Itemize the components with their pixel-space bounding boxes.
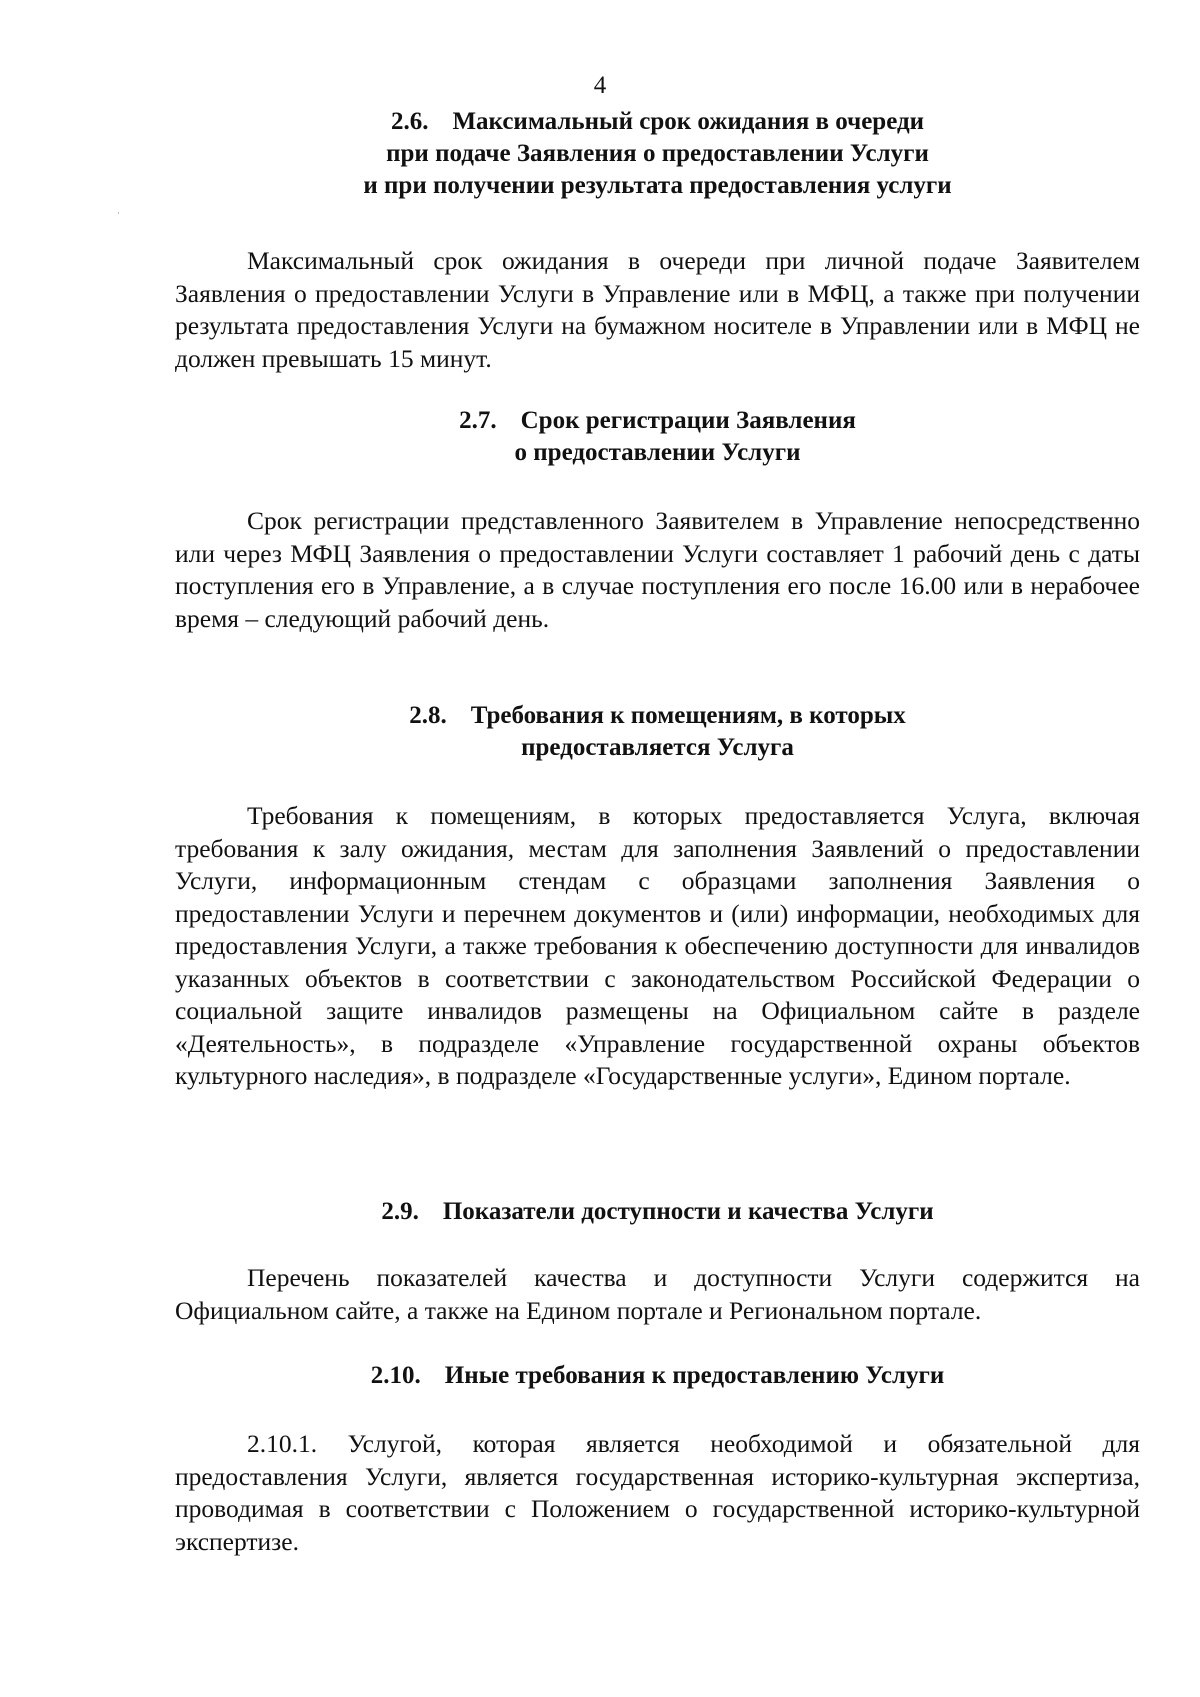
section-body-2-6 <box>175 245 1140 375</box>
section-heading-line: и при получении результата предоставления услуги <box>363 172 952 199</box>
paragraph: Требования к помещениям, в которых предоставляется Услуга, включая требования к залу ожидания, местам для заполнения Заявлений о предоставлении Услуги, информационным стендам с образцами заполнения Заявления о предоставлении Услуги и перечнем документов и (или) информации, необходимых для предоставления Услуги, а также требования к обеспечению доступности для инвалидов указанных объектов в соответствии с законодательством Российской Федерации о социальной защите инвалидов размещены на Официальном сайте в разделе «Деятельность», в подразделе «Управление государственной охраны объектов культурного наследия», в подразделе «Государственные услуги», Едином портале. <box>175 801 1140 1090</box>
paragraph: Перечень показателей качества и доступности Услуги содержится на Официальном сайте, а также на Едином портале и Региональном портале. <box>175 1263 1140 1325</box>
paragraph: Максимальный срок ожидания в очереди при личной подаче Заявителем Заявления о предоставлении Услуги в Управление или в МФЦ, а также при получении результата предоставления Услуги на бумажном носителе в Управлении или в МФЦ не должен превышать 15 минут. <box>175 246 1140 373</box>
section-heading-2-10 <box>175 1360 1140 1392</box>
section-heading-line: Показатели доступности и качества Услуги <box>442 1198 934 1225</box>
scan-artifact-mark <box>118 212 119 214</box>
section-heading-line: при подаче Заявления о предоставлении Услуги <box>386 140 929 167</box>
section-body-2-9 <box>175 1262 1140 1327</box>
section-number: 2.7. <box>459 407 497 434</box>
section-body-2-8 <box>175 800 1140 1093</box>
section-heading-2-7 <box>175 405 1140 469</box>
section-heading-line: о предоставлении Услуги <box>514 439 801 466</box>
page-number: 4 <box>593 72 607 99</box>
section-number: 2.10. <box>370 1362 421 1389</box>
section-body-2-10 <box>175 1428 1140 1558</box>
section-heading-line: Иные требования к предоставлению Услуги <box>444 1362 945 1389</box>
section-heading-line: Требования к помещениям, в которых <box>470 702 906 729</box>
section-heading-line: Максимальный срок ожидания в очереди <box>452 108 925 135</box>
section-heading-line: предоставляется Услуга <box>521 734 794 761</box>
section-heading-2-9 <box>175 1196 1140 1228</box>
section-number: 2.6. <box>390 108 429 135</box>
paragraph: Срок регистрации представленного Заявителем в Управление непосредственно или через МФЦ Заявления о предоставлении Услуги составляет 1 рабочий день с даты поступления его в Управление, а в случае поступления его после 16.00 или в нерабочее время – следующий рабочий день. <box>175 506 1140 633</box>
section-heading-2-8 <box>175 700 1140 764</box>
section-body-2-7 <box>175 505 1140 635</box>
section-number: 2.8. <box>409 702 447 729</box>
section-heading-2-6 <box>175 106 1140 202</box>
section-number: 2.9. <box>381 1198 419 1225</box>
paragraph: 2.10.1. Услугой, которая является необходимой и обязательной для предоставления Услуги, является государственная историко-культурная экспертиза, проводимая в соответствии с Положением о государственной историко-культурной экспертизе. <box>175 1429 1140 1556</box>
section-heading-line: Срок регистрации Заявления <box>520 407 856 434</box>
